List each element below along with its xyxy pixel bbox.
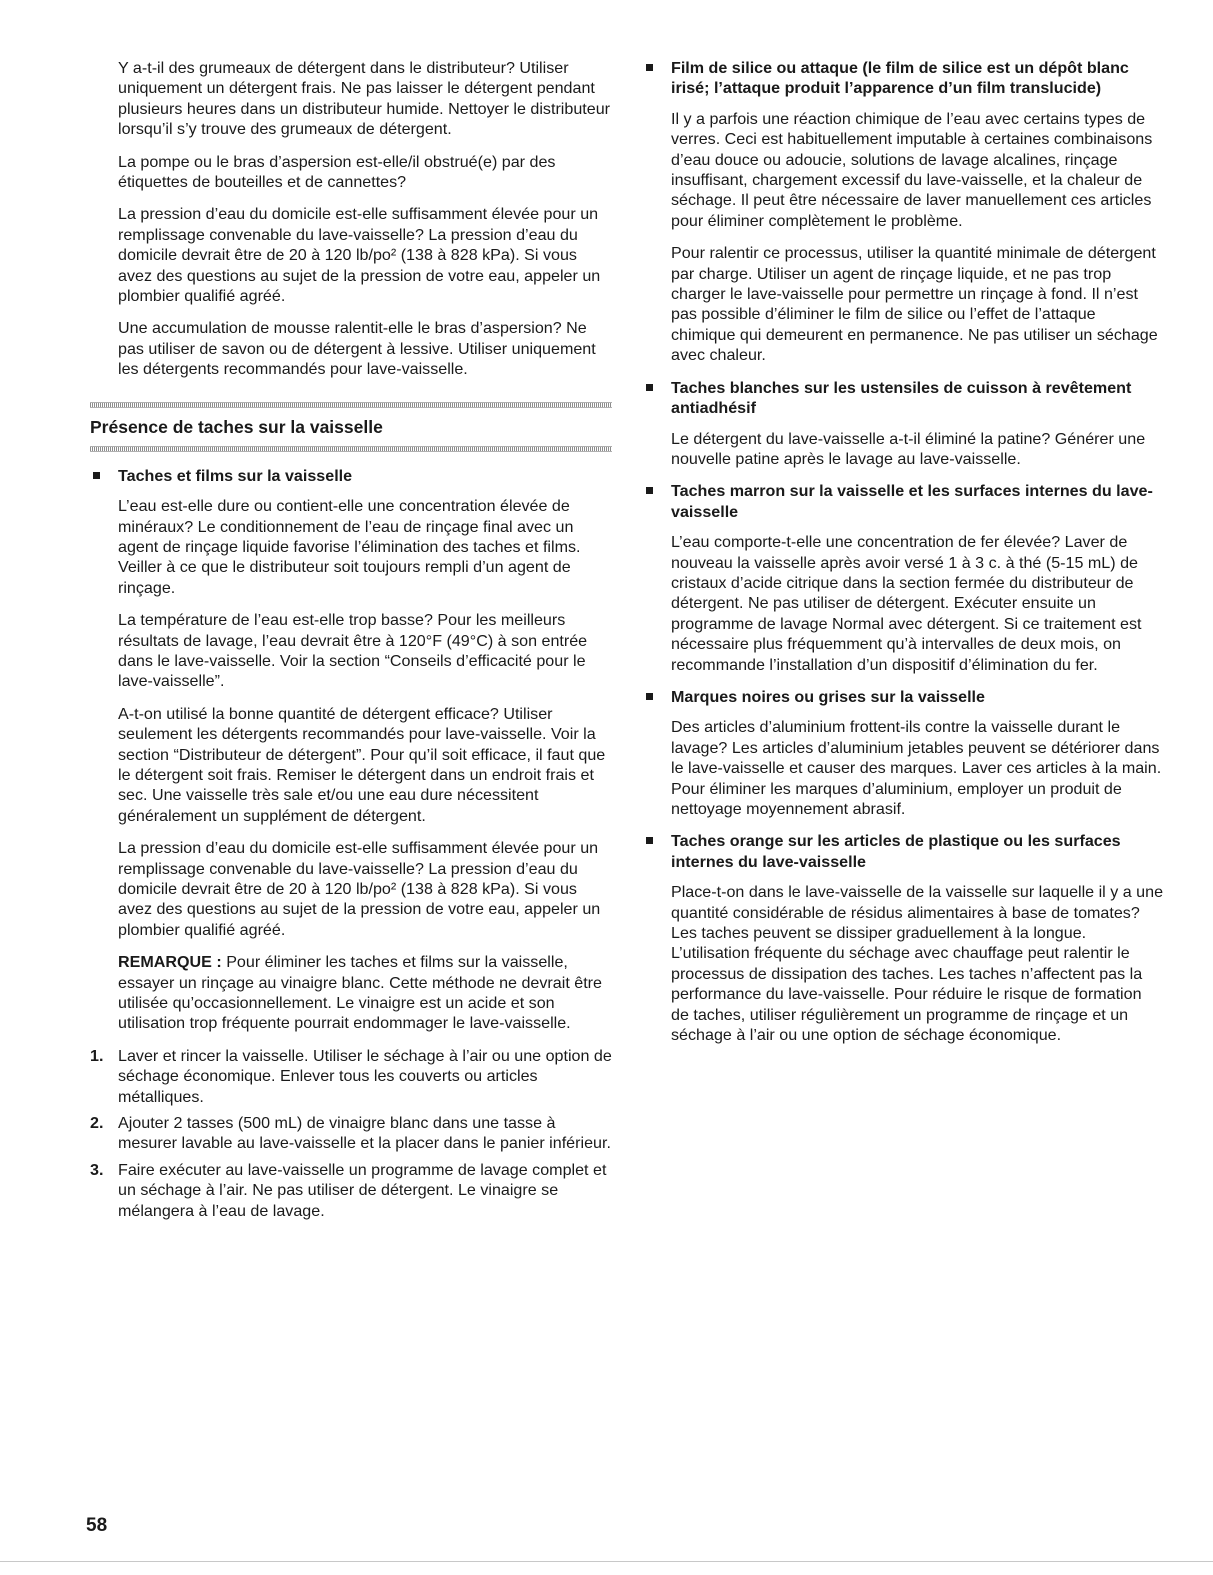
list-item: [90, 1046, 612, 1107]
bullet-heading: [643, 831, 1163, 872]
bullet-heading-text: Taches orange sur les articles de plastique ou les surfaces internes du lave-vaisselle: [671, 832, 1121, 871]
intro-paragraph: Une accumulation de mousse ralentit-elle le bras d’aspersion? Ne pas utiliser de savon ou de détergent à lessive. Utiliser uniquement les détergents recommandés pour lave-vaisselle.: [118, 319, 596, 379]
bullet-heading: [643, 58, 1163, 99]
bullet-square-icon: [646, 64, 653, 71]
bullet-square-icon: [93, 472, 100, 479]
step-number: 2.: [90, 1114, 104, 1133]
bullet-square-icon: [646, 384, 653, 391]
step-number: 3.: [90, 1160, 104, 1179]
body-paragraph: Pour ralentir ce processus, utiliser la quantité minimale de détergent par charge. Utiliser un agent de rinçage liquide, et ne pas trop charger le lave-vaisselle pour permettre un rinçage à fond. Il n’est pas possible d’éliminer le film de silice ou l’effet de l’attaque chimique qui demeurent en permanence. Ne pas utiliser un séchage avec chaleur.: [671, 244, 1158, 365]
step-number: 1.: [90, 1046, 104, 1065]
note-text: Pour éliminer les taches et films sur la vaisselle, essayer un rinçage au vinaigre blanc. Cette méthode ne devrait être utilisée qu’occasionnellement. Le vinaigre est un acide et son utilisation trop fréquente pourrait endommager le lave-vaisselle.: [118, 953, 602, 1033]
intro-paragraph: La pompe ou le bras d’aspersion est-elle/il obstrué(e) par des étiquettes de bouteilles et de cannettes?: [118, 152, 556, 192]
bullet-heading: [643, 378, 1163, 419]
bullet-heading-text: Taches et films sur la vaisselle: [118, 466, 353, 485]
section-divider-top: [90, 402, 612, 408]
intro-paragraph: Y a-t-il des grumeaux de détergent dans le distributeur? Utiliser uniquement un détergent frais. Ne pas laisser le détergent pendant plusieurs heures dans un distributeur humide. Nettoyer le distributeur lorsqu’il s’y trouve des grumeaux de détergent.: [118, 59, 611, 139]
bottom-rule: [0, 1561, 1213, 1562]
page-number: 58: [86, 1515, 108, 1536]
body-paragraph: Place-t-on dans le lave-vaisselle de la vaisselle sur laquelle il y a une quantité considérable de résidus alimentaires à base de tomates? Les taches peuvent se dissiper graduellement à la longue. L’utilisation fréquente du séchage avec chauffage peut ralentir le processus de dissipation des taches. Les taches n’affectent pas la performance du lave-vaisselle. Pour réduire le risque de formation de taches, utiliser régulièrement un programme de rinçage et un séchage à l’air ou une option de séchage économique.: [671, 883, 1164, 1045]
body-paragraph: Il y a parfois une réaction chimique de l’eau avec certains types de verres. Ceci est habituellement imputable à certaines combinaisons d’eau douce ou adoucie, solutions de lavage alcalines, rinçage insuffisant, chargement excessif du lave-vaisselle, et la chaleur de séchage. Il peut être nécessaire de laver manuellement ces articles pour éliminer complètement le problème.: [671, 109, 1153, 230]
section-divider-bottom: [90, 446, 612, 452]
body-paragraph: A-t-on utilisé la bonne quantité de détergent efficace? Utiliser seulement les détergents recommandés pour lave-vaisselle. Voir la section “Distributeur de détergent”. Pour qu’il soit efficace, il faut que le détergent soit frais. Remiser le détergent dans un endroit frais et sec. Une vaisselle très sale et/ou une eau dure nécessitent généralement un supplément de détergent.: [118, 704, 606, 825]
body-paragraph: L’eau est-elle dure ou contient-elle une concentration élevée de minéraux? Le conditionnement de l’eau de rinçage final avec un agent de rinçage liquide favorise l’élimination des taches et films. Veiller à ce que le distributeur soit toujours rempli d’un agent de rinçage.: [118, 497, 581, 597]
body-paragraph: La pression d’eau du domicile est-elle suffisamment élevée pour un remplissage convenable du lave-vaisselle? La pression d’eau du domicile devrait être de 20 à 120 lb/po² (138 à 828 kPa). Si vous avez des questions au sujet de la pression de votre eau, appeler un plombier qualifié agréé.: [118, 839, 601, 939]
step-text: Ajouter 2 tasses (500 mL) de vinaigre blanc dans une tasse à mesurer lavable au lave-vaisselle et la placer dans le panier inférieur.: [118, 1114, 611, 1153]
note-paragraph: [90, 952, 612, 1034]
note-label: REMARQUE :: [118, 953, 222, 972]
body-paragraph: La température de l’eau est-elle trop basse? Pour les meilleurs résultats de lavage, l’eau devrait être à 120°F (49°C) à son entrée dans le lave-vaisselle. Voir la section “Conseils d’efficacité pour le lave-vaisselle”.: [118, 611, 588, 691]
bullet-heading: [643, 481, 1163, 522]
bullet-heading-text: Taches blanches sur les ustensiles de cuisson à revêtement antiadhésif: [671, 378, 1132, 418]
list-item: [90, 1160, 612, 1221]
bullet-heading-text: Marques noires ou grises sur la vaisselle: [671, 687, 985, 706]
step-text: Faire exécuter au lave-vaisselle un programme de lavage complet et un séchage à l’air. Ne pas utiliser de détergent. Le vinaigre se mélangera à l’eau de lavage.: [118, 1160, 607, 1220]
bullet-heading: [90, 466, 612, 486]
left-column: [90, 58, 612, 1227]
bullet-square-icon: [646, 693, 653, 700]
right-column: [643, 58, 1163, 1057]
steps-list: [90, 1046, 612, 1221]
section-title: Présence de taches sur la vaisselle: [90, 416, 383, 437]
bullet-heading: [643, 687, 1163, 707]
body-paragraph: Des articles d’aluminium frottent-ils contre la vaisselle durant le lavage? Les articles d’aluminium jetables peuvent se détériorer dans le lave-vaisselle et causer des marques. Laver ces articles à la main. Pour éliminer les marques d’aluminium, employer un produit de nettoyage moyennement abrasif.: [671, 718, 1162, 818]
body-paragraph: Le détergent du lave-vaisselle a-t-il éliminé la patine? Générer une nouvelle patine après le lavage au lave-vaisselle.: [671, 429, 1146, 468]
bullet-heading-text: Film de silice ou attaque (le film de silice est un dépôt blanc irisé; l’attaque produit l’apparence d’un film translucide): [671, 59, 1129, 98]
list-item: [90, 1113, 612, 1154]
bullet-square-icon: [646, 487, 653, 494]
bullet-square-icon: [646, 837, 653, 844]
bullet-heading-text: Taches marron sur la vaisselle et les surfaces internes du lave-vaisselle: [671, 482, 1153, 521]
body-paragraph: L’eau comporte-t-elle une concentration de fer élevée? Laver de nouveau la vaisselle après avoir versé 1 à 3 c. à thé (5-15 mL) de cristaux d’acide citrique dans la section fermée du distributeur de détergent. Ne pas utiliser de détergent. Exécuter ensuite un programme de lavage Normal avec détergent. Si ce traitement est nécessaire plus fréquemment qu’à intervalles de deux mois, on recommande l’installation d’un dispositif d’élimination du fer.: [671, 533, 1142, 674]
intro-paragraph: La pression d’eau du domicile est-elle suffisamment élevée pour un remplissage convenable du lave-vaisselle? La pression d’eau du domicile devrait être de 20 à 120 lb/po² (138 à 828 kPa). Si vous avez des questions au sujet de la pression de votre eau, appeler un plombier qualifié agréé.: [118, 205, 601, 306]
step-text: Laver et rincer la vaisselle. Utiliser le séchage à l’air ou une option de séchage économique. Enlever tous les couverts ou articles métalliques.: [118, 1046, 612, 1106]
